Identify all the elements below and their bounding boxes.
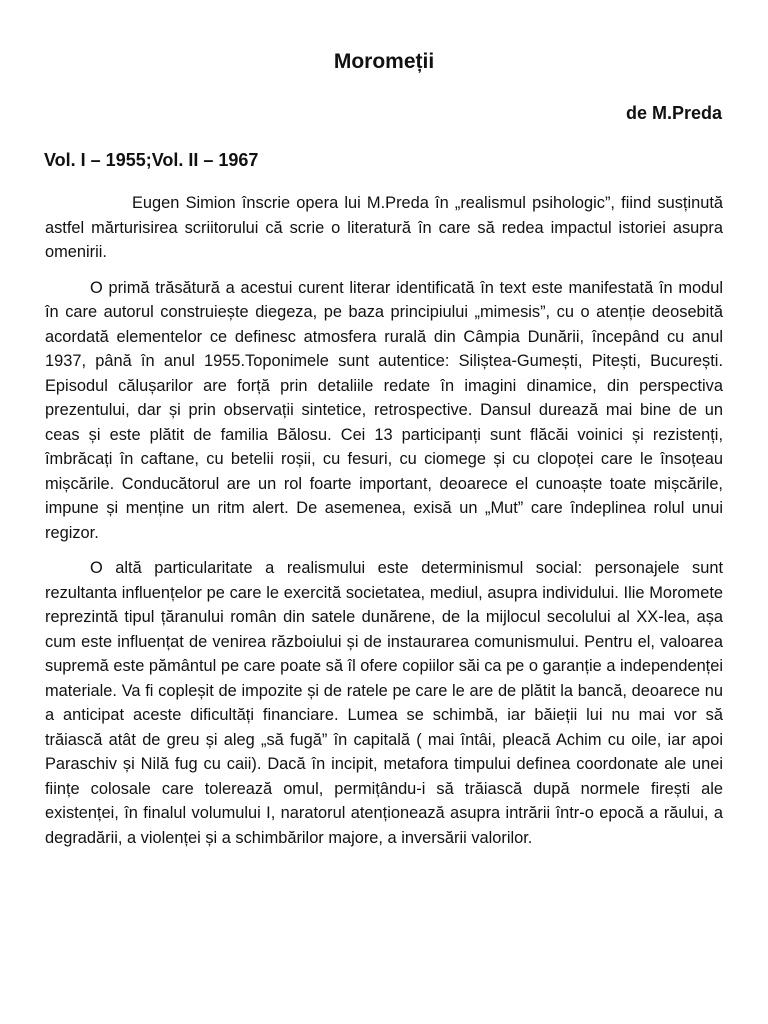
document-title: Moromeții [333,50,435,73]
paragraph-determinism: O altă particularitate a realismului este determinismul social: personajele sunt rezultanta influențelor pe care le exercită societatea, mediul, asupra individului. Ilie Moromete reprezintă tipul țăranului român din satele dunărene, de la mijlocul secolului al XX-lea, așa cum este influențat de venirea războiului și de instaurarea comunismului. Pentru el, valoarea supremă este pământul pe care poate să îl ofere copiilor săi ca pe o garanție a independenței materiale. Va fi copleșit de impozite și de ratele pe care le are de plătit la bancă, deoarece nu a anticipat aceste dificultăți financiare. Lumea se schimbă, iar băieții lui nu mai vor să trăiască atât de greu și aleg „să fugă” în capitală ( mai întâi, pleacă Achim cu oile, iar apoi Paraschiv și Nilă fug cu caii). Dacă în incipit, metafora timpului definea coordonate ale unei ființe colosale care tolerează omul, permițându-i să trăiască după normele firești ale existenței, în finalul volumului I, naratorul atenționează asupra intrării într-o epocă a răului, a degradării, a violenței și a schimbărilor majore, a inversării valorilor. [45,559,723,847]
paragraph-intro: Eugen Simion înscrie opera lui M.Preda în „realismul psihologic”, fiind susținută astfel mărturisirea scriitorului că scrie o literatură în care să redea impactul istoriei asupra omenirii. [45,194,723,261]
volumes-heading: Vol. I – 1955;Vol. II – 1967 [44,150,259,170]
body-text [45,191,723,861]
paragraph-mimesis: O primă trăsătură a acestui curent literar identificată în text este manifestată în modul în care autorul construiește diegeza, pe baza principiului „mimesis”, cu o atenție deosebită acordată elementelor ce definesc atmosfera rurală din Câmpia Dunării, începând cu anul 1937, până în anul 1955.Toponimele sunt autentice: Siliștea-Gumești, Pitești, București. Episodul călușarilor are forță prin detaliile redate în imagini dinamice, din perspectiva prezentului, dar și prin observații sintetice, retrospective. Dansul durează mai bine de un ceas și este plătit de familia Bălosu. Cei 13 participanți sunt flăcăi voinici și rezistenți, îmbrăcați în caftane, cu betelii roșii, cu fesuri, cu ciomege și cu clopoței care le însoțeau mișcările. Conducătorul are un rol foarte important, deoarece el cunoaște toate mișcările, impune și menține un ritm alert. De asemenea, exisă un „Mut” care îndeplinea rolul unui regizor. [45,278,723,542]
author-line: de M.Preda [625,103,722,123]
